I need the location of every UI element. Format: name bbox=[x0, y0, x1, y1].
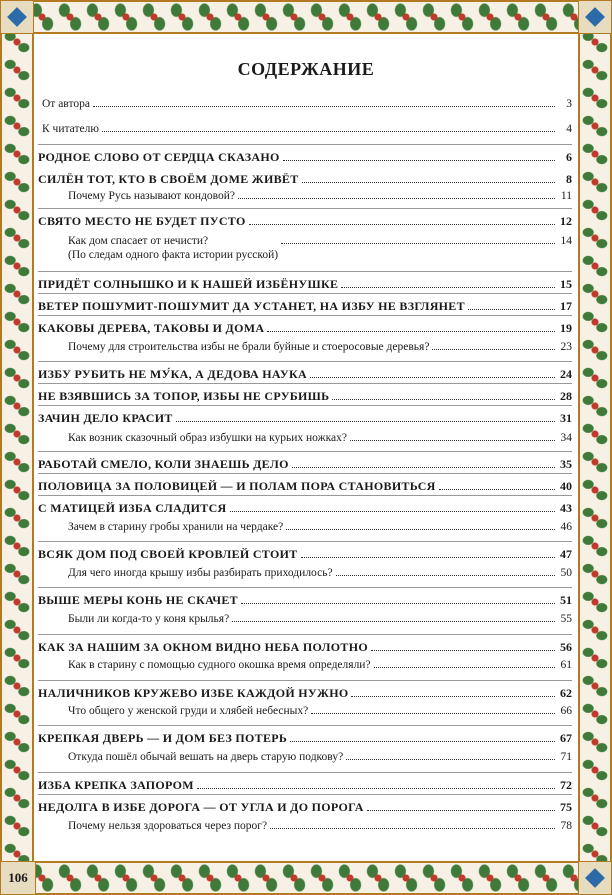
toc-entry-title: Зачем в старину гробы хранили на чердаке? bbox=[68, 521, 284, 533]
toc-subentry bbox=[68, 612, 572, 626]
toc-chapter-entry bbox=[38, 731, 572, 745]
toc-entry-page: 12 bbox=[560, 214, 572, 228]
toc-subentry bbox=[68, 189, 572, 203]
toc-entry-title: ПОЛОВИЦА ЗА ПОЛОВИЦЕЙ — И ПОЛАМ ПОРА СТАНОВИТЬСЯ bbox=[38, 479, 436, 493]
toc-entry-title: ИЗБА КРЕПКА ЗАПОРОМ bbox=[38, 778, 194, 792]
dot-leader bbox=[311, 713, 555, 714]
toc-chapter-entry bbox=[38, 593, 572, 607]
toc-subentry bbox=[68, 234, 572, 262]
toc-entry-page: 50 bbox=[560, 567, 572, 579]
toc-entry-title: С МАТИЦЕЙ ИЗБА СЛАДИТСЯ bbox=[38, 501, 227, 515]
toc-subentry bbox=[68, 658, 572, 672]
dot-leader bbox=[290, 741, 555, 742]
toc-entry-page: 67 bbox=[560, 731, 572, 745]
toc-entry-page: 47 bbox=[560, 547, 572, 561]
corner-ornament-icon bbox=[0, 0, 34, 34]
toc-entry-page: 14 bbox=[560, 235, 572, 247]
dot-leader bbox=[286, 529, 555, 530]
toc-subentry bbox=[68, 340, 572, 354]
toc-subentry bbox=[68, 704, 572, 718]
dot-leader bbox=[267, 331, 555, 332]
toc-entry-title: НЕДОЛГА В ИЗБЕ ДОРОГА — ОТ УГЛА И ДО ПОРОГА bbox=[38, 800, 364, 814]
dot-leader bbox=[341, 287, 555, 288]
dot-leader bbox=[367, 810, 555, 811]
toc-subentry bbox=[42, 97, 572, 111]
dot-leader bbox=[270, 828, 555, 829]
page-title: СОДЕРЖАНИЕ bbox=[237, 59, 375, 79]
toc-entry-title: Что общего у женской груди и хлябей небесных? bbox=[68, 705, 309, 717]
corner-ornament-icon bbox=[578, 861, 612, 895]
toc-chapter-entry bbox=[38, 800, 572, 814]
toc-entry-title: ВЕТЕР ПОШУМИТ-ПОШУМИТ ДА УСТАНЕТ, НА ИЗБУ НЕ ВЗГЛЯНЕТ bbox=[38, 299, 465, 313]
section-divider bbox=[38, 541, 572, 542]
toc-entry-title: СВЯТО МЕСТО НЕ БУДЕТ ПУСТО bbox=[38, 214, 246, 228]
toc-entry-page: 15 bbox=[560, 277, 572, 291]
section-divider bbox=[38, 634, 572, 635]
toc-entry-title: Почему Русь называют кондовой? bbox=[68, 190, 236, 202]
toc-chapter-entry bbox=[38, 367, 572, 381]
toc-entry-title: КАКОВЫ ДЕРЕВА, ТАКОВЫ И ДОМА bbox=[38, 321, 265, 335]
dot-leader bbox=[281, 243, 555, 244]
toc-entry-title: Откуда пошёл обычай вешать на дверь старую подкову? bbox=[68, 751, 344, 763]
section-divider bbox=[38, 271, 572, 272]
section-divider bbox=[38, 208, 572, 209]
toc-content bbox=[34, 34, 578, 861]
toc-subentry bbox=[68, 431, 572, 445]
toc-chapter-entry bbox=[38, 479, 572, 493]
toc-entry-title: Были ли когда-то у коня крылья? bbox=[68, 613, 230, 625]
toc-entry-title: Для чего иногда крышу избы разбирать приходилось? bbox=[68, 567, 333, 579]
toc-entry-page: 11 bbox=[560, 190, 572, 202]
toc-subentry bbox=[68, 819, 572, 833]
toc-chapter-entry bbox=[38, 457, 572, 471]
section-divider bbox=[38, 495, 572, 496]
dot-leader bbox=[350, 440, 555, 441]
dot-leader bbox=[232, 621, 555, 622]
toc-entry-page: 8 bbox=[566, 172, 572, 186]
dot-leader bbox=[346, 759, 555, 760]
dot-leader bbox=[371, 650, 555, 651]
section-divider bbox=[38, 772, 572, 773]
toc-entry-title: Как возник сказочный образ избушки на курьих ножках? bbox=[68, 432, 347, 444]
toc-chapter-entry bbox=[38, 321, 572, 335]
toc-entry-title: От автора bbox=[42, 98, 90, 110]
section-divider bbox=[38, 144, 572, 145]
toc-entry-title: НАЛИЧНИКОВ КРУЖЕВО ИЗБЕ КАЖДОЙ НУЖНО bbox=[38, 686, 349, 700]
toc-chapter-entry bbox=[38, 277, 572, 291]
dot-leader bbox=[332, 399, 555, 400]
toc-entry-page: 78 bbox=[560, 820, 572, 832]
toc-chapter-entry bbox=[38, 547, 572, 561]
dot-leader bbox=[230, 511, 555, 512]
toc-chapter-entry bbox=[38, 501, 572, 515]
toc-entry-title: ВСЯК ДОМ ПОД СВОЕЙ КРОВЛЕЙ СТОИТ bbox=[38, 547, 298, 561]
toc-entry-page: 62 bbox=[560, 686, 572, 700]
dot-leader bbox=[238, 198, 555, 199]
toc-entry-page: 71 bbox=[560, 751, 572, 763]
dot-leader bbox=[241, 603, 555, 604]
dot-leader bbox=[93, 106, 555, 107]
toc-chapter-entry bbox=[38, 778, 572, 792]
section-divider bbox=[38, 361, 572, 362]
dot-leader bbox=[374, 667, 555, 668]
toc-entry-title: Как в старину с помощью судного окошка время определяли? bbox=[68, 659, 371, 671]
dot-leader bbox=[468, 309, 555, 310]
toc-entry-title: ПРИДЁТ СОЛНЫШКО И К НАШЕЙ ИЗБЁНУШКЕ bbox=[38, 277, 339, 291]
toc-entry-page: 40 bbox=[560, 479, 572, 493]
toc-entry-title: Почему для строительства избы не брали буйные и стоеросовые деревья? bbox=[68, 341, 430, 353]
toc-chapter-entry bbox=[38, 214, 572, 228]
toc-entry-page: 6 bbox=[566, 150, 572, 164]
toc-entry-page: 72 bbox=[560, 778, 572, 792]
toc-entry-title: РОДНОЕ СЛОВО ОТ СЕРДЦА СКАЗАНО bbox=[38, 150, 280, 164]
ornament-border-right bbox=[578, 0, 612, 895]
toc-subentry bbox=[68, 750, 572, 764]
toc-entry-page: 3 bbox=[566, 98, 572, 110]
ornament-border-bottom bbox=[0, 861, 612, 895]
toc-entry-page: 4 bbox=[566, 123, 572, 135]
toc-chapter-entry bbox=[38, 172, 572, 186]
dot-leader bbox=[336, 575, 555, 576]
section-divider bbox=[38, 315, 572, 316]
ornament-border-left bbox=[0, 0, 34, 895]
toc-chapter-entry bbox=[38, 299, 572, 313]
dot-leader bbox=[176, 421, 555, 422]
dot-leader bbox=[102, 131, 555, 132]
section-divider bbox=[38, 725, 572, 726]
toc-entry-title: РАБОТАЙ СМЕЛО, КОЛИ ЗНАЕШЬ ДЕЛО bbox=[38, 457, 289, 471]
toc-entry-page: 43 bbox=[560, 501, 572, 515]
toc-entry-title: НЕ ВЗЯВШИСЬ ЗА ТОПОР, ИЗБЫ НЕ СРУБИШЬ bbox=[38, 389, 330, 403]
toc-chapter-entry bbox=[38, 150, 572, 164]
toc-entry-page: 51 bbox=[560, 593, 572, 607]
toc-subentry bbox=[68, 520, 572, 534]
toc-entry-page: 19 bbox=[560, 321, 572, 335]
section-divider bbox=[38, 587, 572, 588]
dot-leader bbox=[310, 377, 555, 378]
toc-chapter-entry bbox=[38, 640, 572, 654]
toc-entry-page: 34 bbox=[560, 432, 572, 444]
toc-entry-page: 55 bbox=[560, 613, 572, 625]
section-divider bbox=[38, 293, 572, 294]
dot-leader bbox=[351, 696, 555, 697]
toc-entry-page: 28 bbox=[560, 389, 572, 403]
toc-entry-page: 61 bbox=[560, 659, 572, 671]
dot-leader bbox=[292, 467, 555, 468]
toc-entry-title: СИЛЁН ТОТ, КТО В СВОЁМ ДОМЕ ЖИВЁТ bbox=[38, 172, 299, 186]
toc-subentry bbox=[42, 122, 572, 136]
page-number: 106 bbox=[0, 861, 36, 895]
toc-chapter-entry bbox=[38, 686, 572, 700]
toc-entry-title: ЗАЧИН ДЕЛО КРАСИТ bbox=[38, 411, 173, 425]
toc-entry-page: 75 bbox=[560, 800, 572, 814]
section-divider bbox=[38, 680, 572, 681]
dot-leader bbox=[302, 182, 555, 183]
section-divider bbox=[38, 405, 572, 406]
toc-entry-page: 66 bbox=[560, 705, 572, 717]
dot-leader bbox=[283, 160, 555, 161]
toc-entry-title: Почему нельзя здороваться через порог? bbox=[68, 820, 268, 832]
dot-leader bbox=[197, 788, 555, 789]
toc-list bbox=[34, 34, 578, 861]
toc-entry-title: КАК ЗА НАШИМ ЗА ОКНОМ ВИДНО НЕБА ПОЛОТНО bbox=[38, 640, 368, 654]
toc-entry-title: ИЗБУ РУБИТЬ НЕ МУ́КА, А ДЕДОВА НАУКА bbox=[38, 367, 307, 381]
section-divider bbox=[38, 383, 572, 384]
section-divider bbox=[38, 451, 572, 452]
toc-entry-page: 56 bbox=[560, 640, 572, 654]
toc-entry-title: К читателю bbox=[42, 123, 99, 135]
toc-entry-page: 46 bbox=[560, 521, 572, 533]
toc-entry-title: ВЫШЕ МЕРЫ КОНЬ НЕ СКАЧЕТ bbox=[38, 593, 238, 607]
dot-leader bbox=[432, 349, 555, 350]
section-divider bbox=[38, 473, 572, 474]
dot-leader bbox=[301, 557, 555, 558]
toc-entry-page: 31 bbox=[560, 411, 572, 425]
dot-leader bbox=[439, 489, 555, 490]
toc-entry-page: 24 bbox=[560, 367, 572, 381]
toc-chapter-entry bbox=[38, 411, 572, 425]
corner-ornament-icon bbox=[578, 0, 612, 34]
toc-entry-page: 23 bbox=[560, 341, 572, 353]
ornament-border-top bbox=[0, 0, 612, 34]
toc-entry-page: 17 bbox=[560, 299, 572, 313]
toc-chapter-entry bbox=[38, 389, 572, 403]
toc-entry-title: Как дом спасает от нечисти? (По следам одного факта истории русской) bbox=[68, 235, 279, 261]
dot-leader bbox=[249, 224, 555, 225]
toc-entry-title: КРЕПКАЯ ДВЕРЬ — И ДОМ БЕЗ ПОТЕРЬ bbox=[38, 731, 288, 745]
toc-subentry bbox=[68, 566, 572, 580]
section-divider bbox=[38, 794, 572, 795]
toc-entry-page: 35 bbox=[560, 457, 572, 471]
